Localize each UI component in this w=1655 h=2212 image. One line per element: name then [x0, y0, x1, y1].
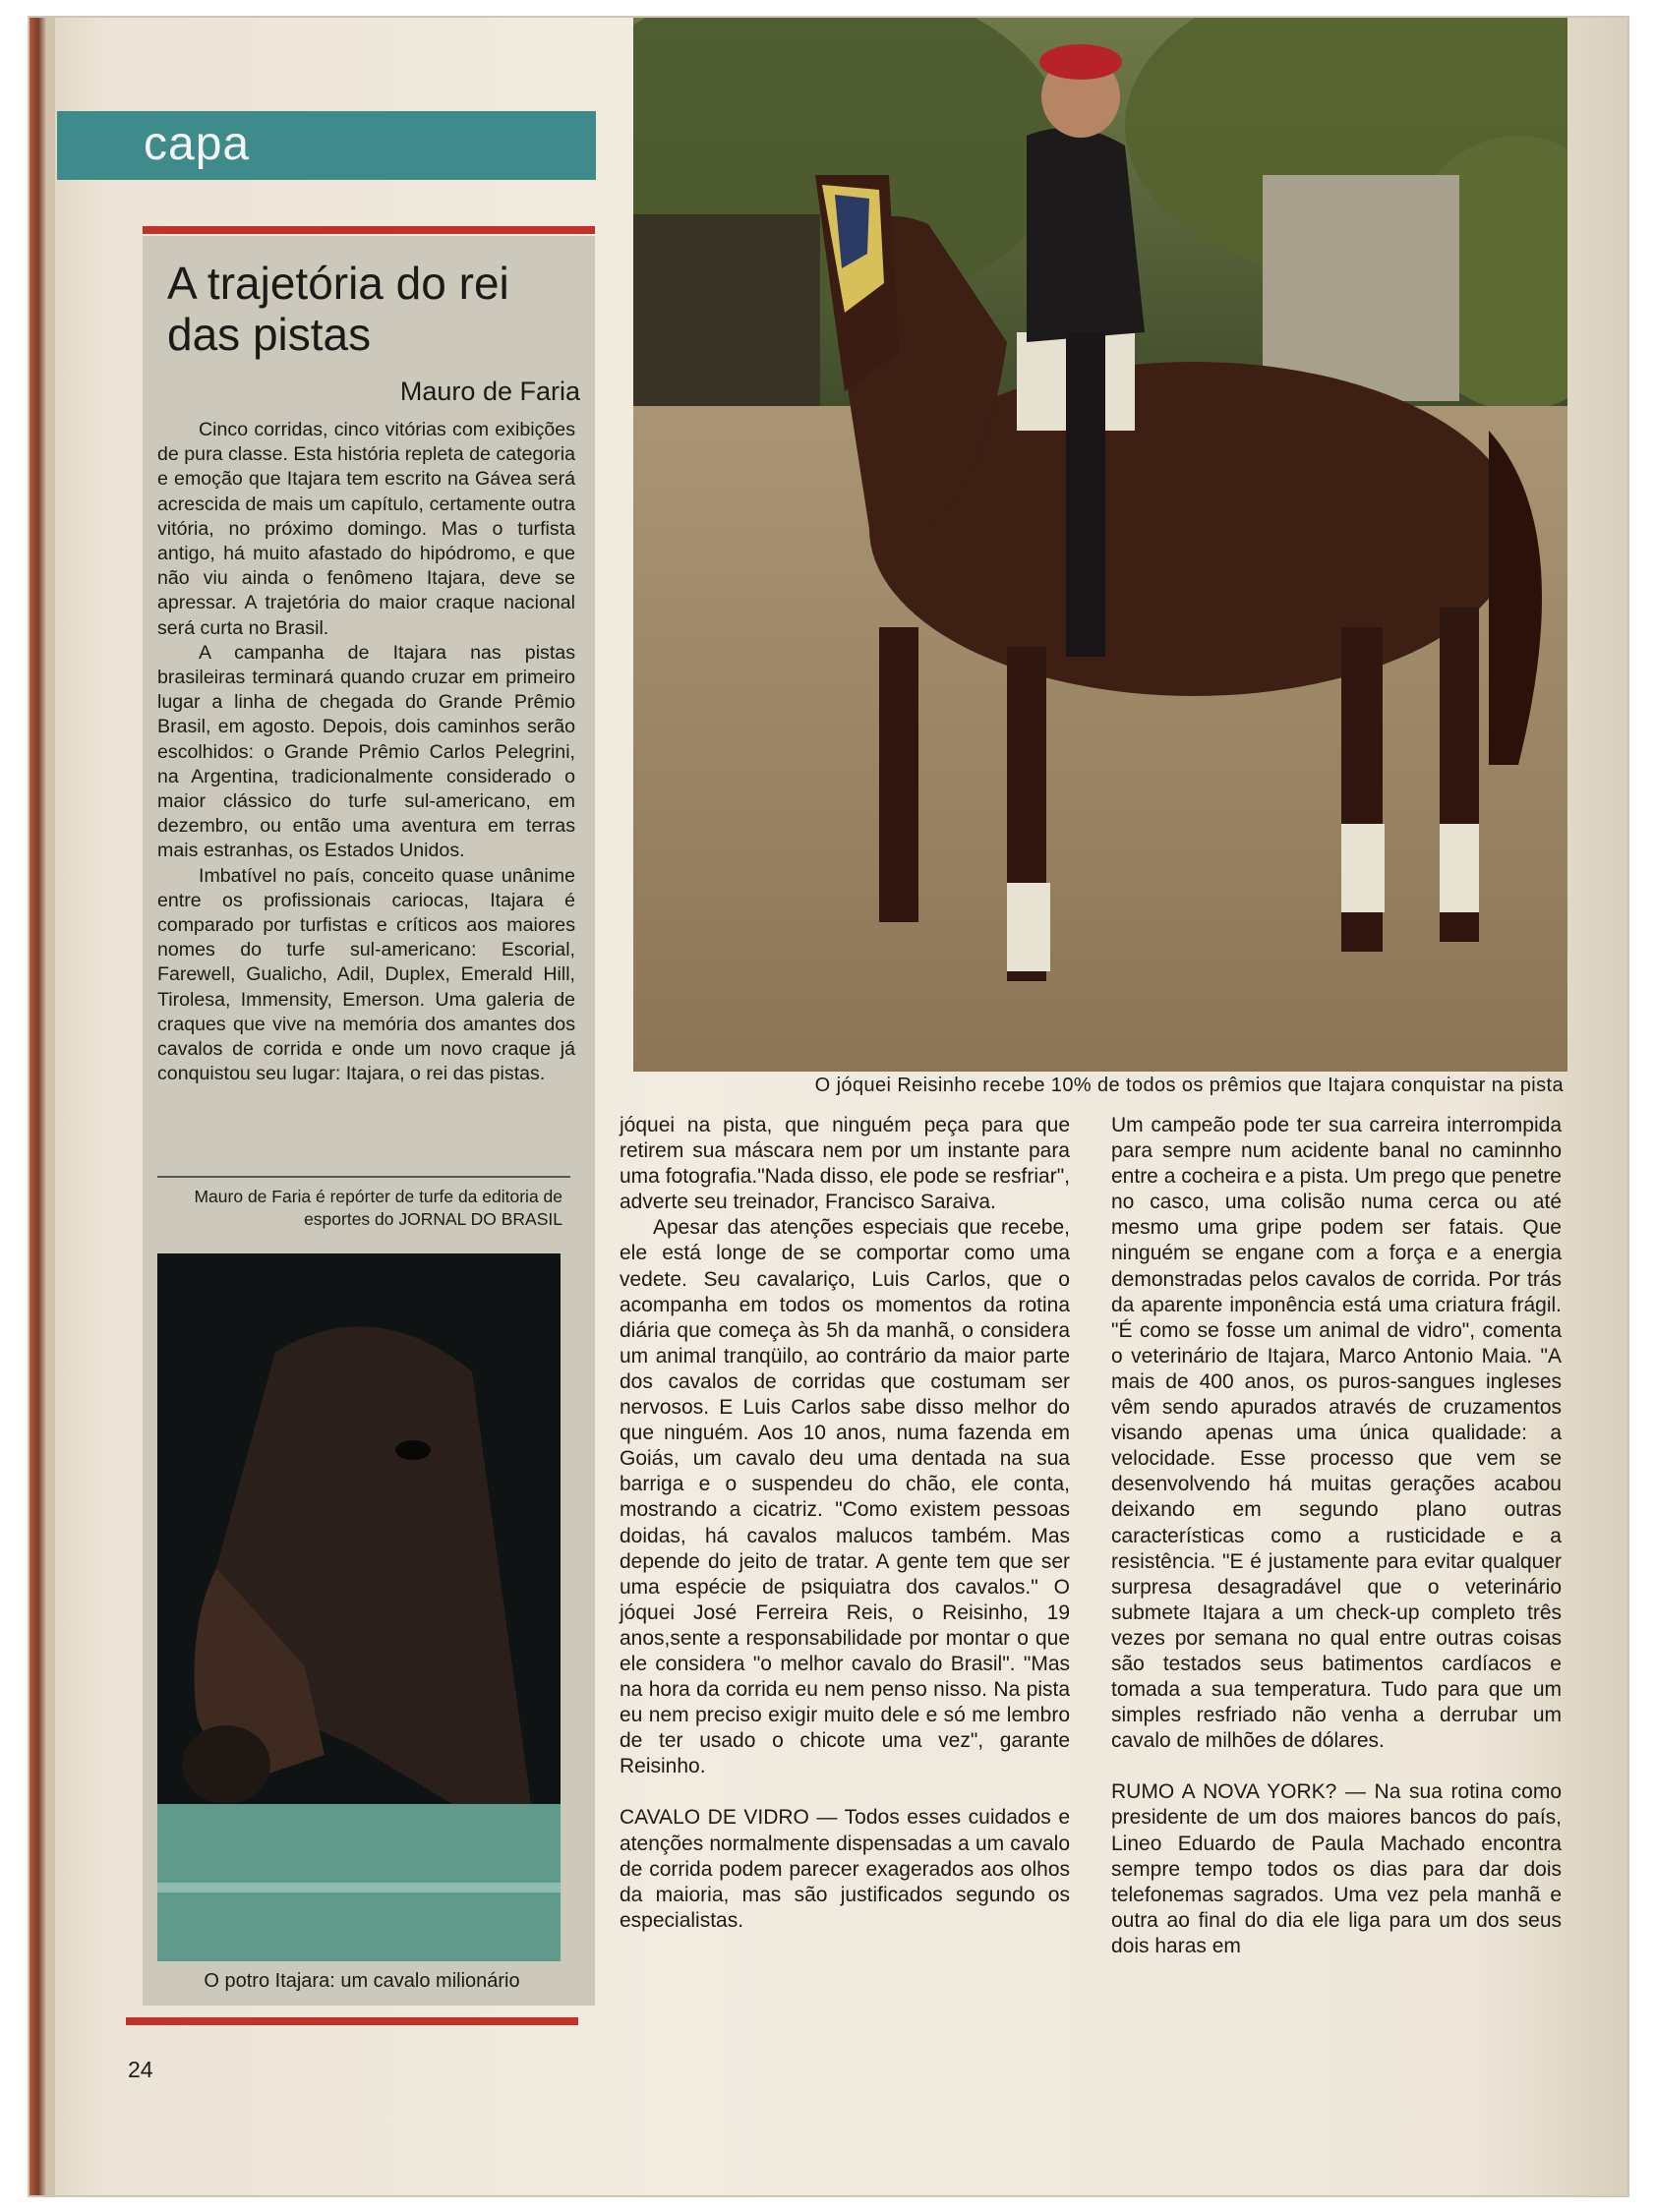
article-paragraph: Apesar das atenções especiais que recebe, ele está longe de se comportar como uma vedete. Seu cavalariço, Luis Carlos, que o acompanha em todos os momentos da rotina diária que começa às 5h da manhã, o considera um animal tranqüilo, ao contrário da maior parte dos cavalos de corridas que costumam ser nervosos. E Luis Carlos sabe disso melhor do que ninguém. Aos 10 anos, numa fazenda em Goiás, um cavalo deu uma dentada na sua barriga e o suspendeu do chão, ele conta, mostrando a cicatriz. "Como existem pessoas doidas, há cavalos malucos também. Mas depende do jeito de tratar. A gente tem que ser uma espécie de psiquiatra dos cavalos." O jóquei José Ferreira Reis, o Reisinho, 19 anos,sente a responsabilidade por montar o que ele considera "o melhor cavalo do Brasil". "Mas na hora da corrida eu nem penso nisso. Na pista eu nem preciso exigir muito dele e só me lembro de ter usado o chicote uma vez", garante Reisinho. — [620, 1216, 1070, 1778]
red-rule-bottom — [126, 2017, 578, 2025]
article-paragraph — [620, 1805, 1070, 1933]
red-rule-top — [143, 226, 595, 234]
author-note: Mauro de Faria é repórter de turfe da editoria de esportes do JORNAL DO BRASIL — [194, 1187, 562, 1229]
article-text: Na sua rotina como presidente de um dos maiores bancos do país, Lineo Eduardo de Paula Machado encontra sempre tempo todos os dias para dar dois telefonemas sagrados. Uma vez pela manhã e outra ao final do dia ele liga para um dos seus dois haras em — [1111, 1780, 1562, 1957]
article-text: Todos esses cuidados e atenções normalmente dispensadas a um cavalo de corrida podem parecer exagerados aos olhos da maioria, mas são justificados segundo os especialistas. — [620, 1806, 1070, 1932]
article-paragraph: Um campeão pode ter sua carreira interrompida para sempre num acidente banal no caminnho entre a cocheira e a pista. Um prego que penetre no casco, uma colisão numa cerca ou até mesmo uma gripe podem ser fatais. Que ninguém se engane com a força e a energia demonstradas pelos cavalos de corrida. Por trás da aparente imponência está uma criatura frágil. "É como se fosse um animal de vidro", comenta o veterinário de Itajara, Marco Antonio Maia. "A mais de 400 anos, os puros-sangues ingleses vêm sendo apurados através de cruzamentos visando apenas uma única qualidade: a velocidade. Esse processo que vem se desenvolvendo há muitas gerações acabou deixando em segundo plano outras características como a rusticidade e a resistência. "E é justamente para evitar qualquer surpresa desagradável que o veterinário submete Itajara a um check-up completo três vezes por semana no qual entre outras coisas são testados seus batimentos cardíacos e tomada a sua temperatura. Tudo para que um simples resfriado não venha a derrubar um cavalo de milhões de dólares. — [1111, 1114, 1562, 1753]
page-number: 24 — [128, 2057, 153, 2082]
subheading-cavalo-de-vidro: CAVALO DE VIDRO — — [620, 1806, 838, 1830]
section-header — [57, 111, 596, 180]
sidebar-text — [157, 418, 575, 1086]
article-column-2 — [620, 1113, 1070, 1934]
main-photo-caption: O jóquei Reisinho recebe 10% de todos os prêmios que Itajara conquistar na pista — [814, 1075, 1564, 1096]
subheading-rumo-a-nova-york: RUMO A NOVA YORK? — — [1111, 1780, 1366, 1804]
sidebar-paragraph: A campanha de Itajara nas pistas brasileiras terminará quando cruzar em primeiro lugar a linha de chegada do Grande Prêmio Brasil, em agosto. Depois, dois caminhos serão escolhidos: o Grande Prêmio Carlos Pelegrini, na Argentina, tradicionalmente considerado o maior clássico do turfe sul-americano, em dezembro, ou então uma aventura em terras mais estranhas, os Estados Unidos. — [157, 641, 575, 862]
sidebar-paragraph: Cinco corridas, cinco vitórias com exibições de pura classe. Esta história repleta de categoria e emoção que Itajara tem escrito na Gávea será acrescida de mais um capítulo, certamente outra vitória, no próximo domingo. Mas o turfista antigo, há muito afastado do hipódromo, e que não viu ainda o fenômeno Itajara, deve se apressar. A trajetória do maior craque nacional será curta no Brasil. — [157, 419, 575, 639]
page-spine — [30, 18, 47, 2195]
author-note-rule — [157, 1176, 570, 1178]
horse-head-photo — [157, 1253, 561, 1961]
jockey-horse-photo — [633, 18, 1567, 1072]
byline: Mauro de Faria — [399, 377, 580, 406]
small-photo-caption: O potro Itajara: um cavalo milionário — [204, 1970, 520, 1992]
article-paragraph: jóquei na pista, que ninguém peça para que retirem sua máscara nem por um instante para uma fotografia."Nada disso, ele pode se resfriar", adverte seu treinador, Francisco Saraiva. — [620, 1114, 1070, 1214]
sidebar-paragraph: Imbatível no país, conceito quase unânime entre os profissionais cariocas, Itajara é comparado por turfistas e críticos aos maiores nomes do turfe sul-americano: Escorial, Farewell, Gualicho, Adil, Duplex, Emerald Hill, Tirolesa, Immensity, Emerson. Uma galeria de craques que vive na memória dos amantes dos cavalos de corrida e onde um novo craque já conquistou seu lugar: Itajara, o rei das pistas. — [157, 864, 575, 1085]
page-spine-edge — [47, 18, 55, 2195]
article-paragraph — [1111, 1779, 1562, 1959]
section-label: capa — [144, 118, 251, 170]
headline: A trajetória do rei das pistas — [167, 258, 509, 360]
article-column-3 — [1111, 1113, 1562, 1959]
